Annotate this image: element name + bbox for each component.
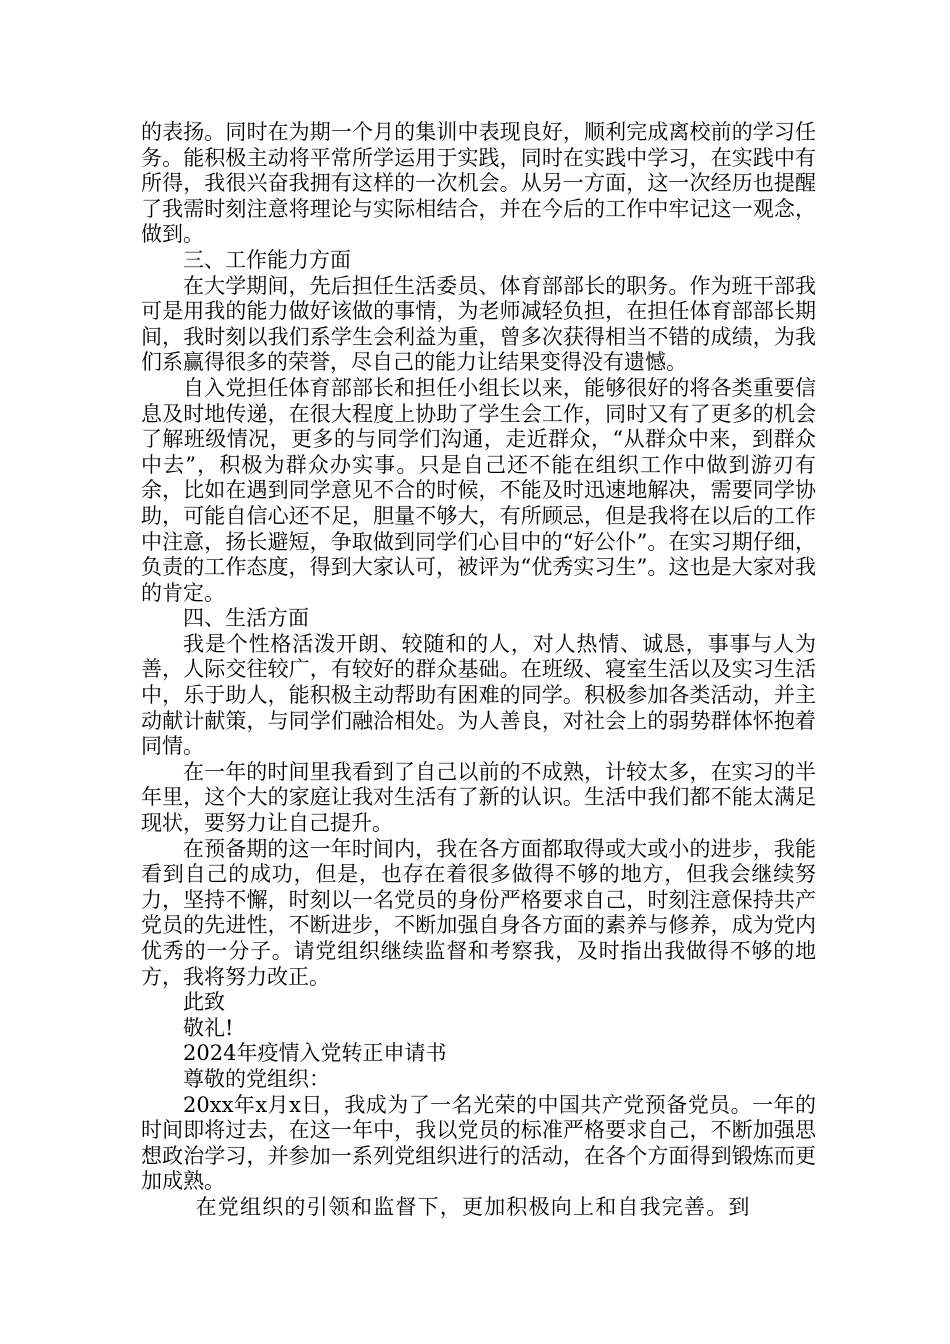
paragraph-personality: 我是个性格活泼开朗、较随和的人，对人热情、诚恳，事事与人为善，人际交往较广，有较好的群众基础。在班级、寝室生活以及实习生活中，乐于助人，能积极主动帮助有困难的同学。积极参加各类活动，并主动献计献策，与同学们融洽相处。为人善良，对社会上的弱势群体怀抱着同情。 (141, 631, 816, 759)
paragraph-university-roles: 在大学期间，先后担任生活委员、体育部部长的职务。作为班干部我可是用我的能力做好该做的事情，为老师减轻负担，在担任体育部部长期间，我时刻以我们系学生会利益为重，曾多次获得相当不错的成绩，为我们系赢得很多的荣誉，尽自己的能力让结果变得没有遗憾。 (141, 273, 816, 375)
paragraph-probation-progress: 在预备期的这一年时间内，我在各方面都取得或大或小的进步，我能看到自己的成功，但是，也存在着很多做得不够的地方，但我会继续努力，坚持不懈，时刻以一名党员的身份严格要求自己，时刻注意保持共产党员的先进性，不断进步，不断加强自身各方面的素养与修养，成为党内优秀的一分子。请党组织继续监督和考察我，及时指出我做得不够的地方，我将努力改正。 (141, 836, 816, 989)
document-page (141, 120, 816, 1221)
paragraph-became-member: 20xx年x月x日，我成为了一名光荣的中国共产党预备党员。一年的时间即将过去，在这一年中，我以党员的标准严格要求自己，不断加强思想政治学习，并参加一系列党组织进行的活动，在各个方面得到锻炼而更加成熟。 (141, 1092, 816, 1194)
salutation: 尊敬的党组织： (183, 1066, 330, 1091)
paragraph-one-year-reflection: 在一年的时间里我看到了自己以前的不成熟，计较太多，在实习的半年里，这个大的家庭让我对生活有了新的认识。生活中我们都不能太满足现状，要努力让自己提升。 (141, 759, 816, 836)
section-heading-life: 四、生活方面 (183, 606, 309, 631)
paragraph-since-joining-party: 自入党担任体育部部长和担任小组长以来，能够很好的将各类重要信息及时地传递，在很大程度上协助了学生会工作，同时又有了更多的机会了解班级情况，更多的与同学们沟通，走近群众，“从群众中来，到群众中去”，积极为群众办实事。只是自己还不能在组织工作中做到游刃有余，比如在遇到同学意见不合的时候，不能及时迅速地解决，需要同学协助，可能自信心还不足，胆量不够大，有所顾忌，但是我将在以后的工作中注意，扬长避短，争取做到同学们心目中的“好公仆”。在实习期仔细，负责的工作态度，得到大家认可，被评为“优秀实习生”。这也是大家对我的肯定。 (141, 375, 816, 605)
document-subtitle: 2024年疫情入党转正申请书 (183, 1041, 447, 1066)
paragraph-continued-praise: 的表扬。同时在为期一个月的集训中表现良好，顺利完成离校前的学习任务。能积极主动将平常所学运用于实践，同时在实践中学习，在实践中有所得，我很兴奋我拥有这样的一次机会。从另一方面，这一次经历也提醒了我需时刻注意将理论与实际相结合，并在今后的工作中牢记这一观念，做到。 (141, 120, 816, 247)
closing-jingli: 敬礼! (183, 1015, 234, 1040)
closing-cizhi: 此致 (183, 990, 225, 1015)
section-heading-work-ability: 三、工作能力方面 (183, 247, 351, 272)
paragraph-party-guidance: 在党组织的引领和监督下，更加积极向上和自我完善。到 (195, 1194, 751, 1219)
